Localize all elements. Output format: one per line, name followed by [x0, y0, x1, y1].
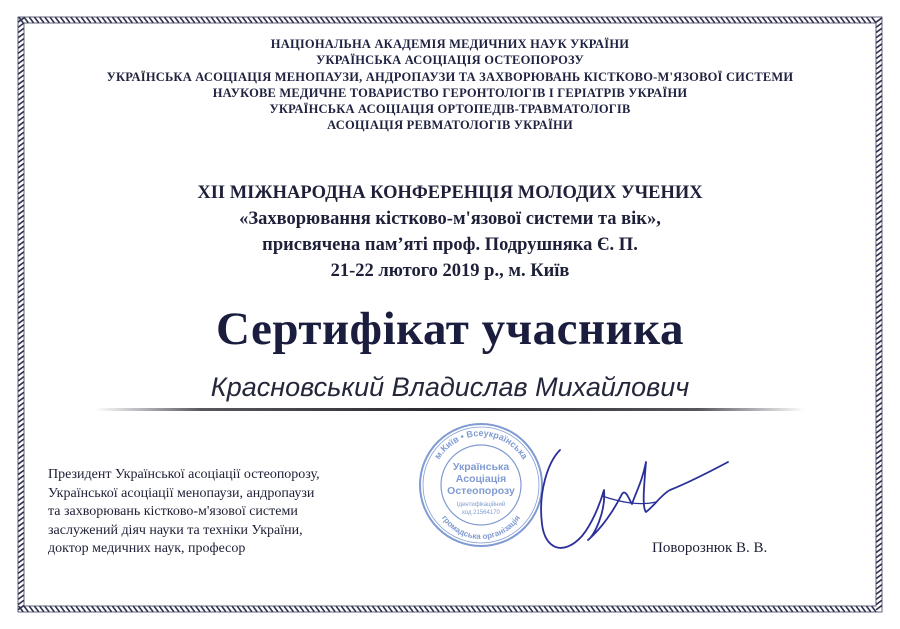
stamp-ring-bottom: громадська організація	[439, 513, 523, 542]
president-line: Української асоціації менопаузи, андропаузи	[48, 485, 315, 501]
organizations-list	[0, 36, 900, 134]
participant-name: Красновський Владислав Михайлович	[210, 372, 690, 402]
stamp-code-line: код 21564170	[462, 510, 500, 516]
president-line: Президент Української асоціації остеопорозу,	[48, 467, 320, 482]
association-stamp	[416, 420, 546, 550]
stamp-center-line: Асоціація	[455, 473, 507, 485]
conference-block	[0, 180, 900, 284]
organization-line: НАУКОВЕ МЕДИЧНЕ ТОВАРИСТВО ГЕРОНТОЛОГІВ І ГЕРІАТРІВ УКРАЇНИ	[212, 85, 688, 100]
president-line: та захворювань кістково-м'язової системи	[48, 504, 298, 519]
president-line: заслужений діяч науки та техніки України,	[48, 522, 303, 538]
stamp-code-line: Ідентифікаційний	[456, 502, 506, 508]
conference-theme: «Захворювання кістково-м'язової системи та вік»,	[239, 209, 661, 229]
organization-line: УКРАЇНСЬКА АСОЦІАЦІЯ МЕНОПАУЗИ, АНДРОПАУЗИ ТА ЗАХВОРЮВАНЬ КІСТКОВО-М'ЯЗОВОЇ СИСТЕМИ	[106, 69, 794, 84]
certificate-title: Сертифікат учасника	[215, 303, 685, 355]
organization-line: НАЦІОНАЛЬНА АКАДЕМІЯ МЕДИЧНИХ НАУК УКРАЇНИ	[270, 37, 630, 51]
conference-title: XII МІЖНАРОДНА КОНФЕРЕНЦІЯ МОЛОДИХ УЧЕНИХ	[197, 183, 703, 203]
stamp-center-line: Українська	[452, 461, 510, 473]
president-line: доктор медичних наук, професор	[48, 541, 246, 556]
name-underline	[95, 407, 805, 412]
conference-date-place: 21-22 лютого 2019 р., м. Київ	[330, 261, 570, 281]
organization-line: АСОЦІАЦІЯ РЕВМАТОЛОГІВ УКРАЇНИ	[327, 118, 573, 133]
organization-line: УКРАЇНСЬКА АСОЦІАЦІЯ ОСТЕОПОРОЗУ	[316, 53, 584, 68]
stamp-ring-top: м.Київ • Всеукраїнська	[432, 428, 530, 461]
signer-name: Поворознюк В. В.	[652, 540, 768, 556]
president-credentials	[48, 466, 388, 559]
svg-text:громадська організація	[440, 513, 522, 541]
organization-line: УКРАЇНСЬКА АСОЦІАЦІЯ ОРТОПЕДІВ-ТРАВМАТОЛОГІВ	[269, 102, 631, 117]
stamp-center-line: Остеопорозу	[447, 485, 515, 497]
conference-dedication: присвячена пам’яті проф. Подрушняка Є. П.	[262, 235, 638, 255]
